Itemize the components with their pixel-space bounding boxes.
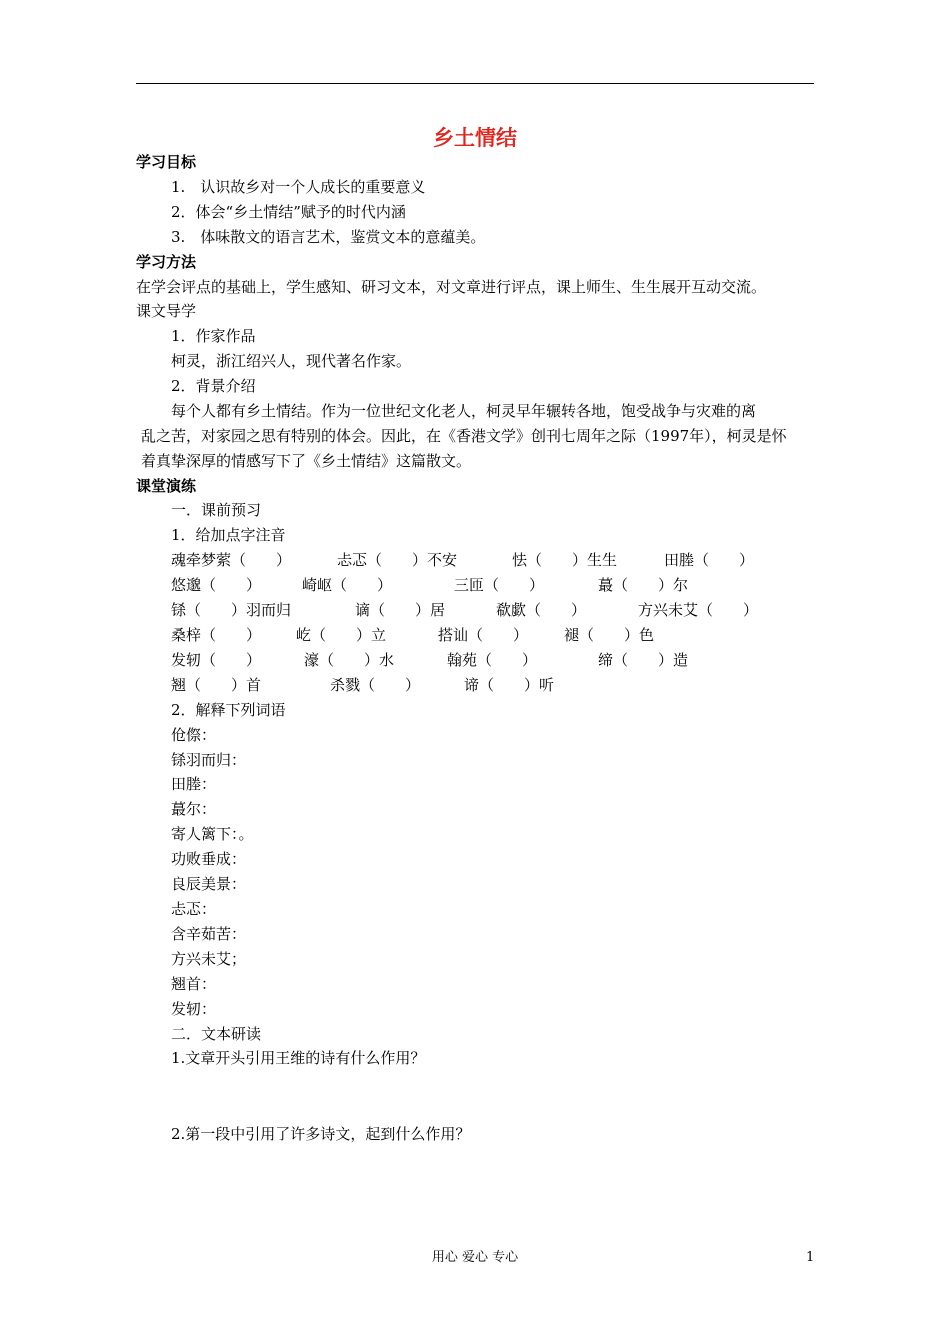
term-item: 功败垂成： <box>171 850 247 868</box>
part-two-label: 二．文本研读 <box>171 1025 262 1043</box>
pinyin-item: 怯（ ）生生 <box>512 551 618 569</box>
goal-item-2: 2．体会“乡土情结”赋予的时代内涵 <box>171 203 406 221</box>
term-item: 发轫： <box>171 1000 217 1018</box>
term-item: 忐忑： <box>171 900 217 918</box>
footer-motto: 用心 爱心 专心 <box>431 1250 519 1265</box>
pinyin-item: 杀戮（ ） <box>330 676 421 694</box>
reading-question-2: 2.第一段中引用了许多诗文，起到什么作用？ <box>171 1125 471 1143</box>
term-item: 含辛茹苦： <box>171 925 247 943</box>
pinyin-item: 屹（ ）立 <box>296 626 387 644</box>
pinyin-item: 崎岖（ ） <box>302 576 393 594</box>
question-explain: 2．解释下列词语 <box>171 701 286 719</box>
term-item: 寄人篱下：。 <box>171 825 254 843</box>
background-label: 2．背景介绍 <box>171 377 256 395</box>
pinyin-item: 濠（ ）水 <box>304 651 395 669</box>
author-label: 1．作家作品 <box>171 327 256 345</box>
pinyin-item: 缔（ ）造 <box>598 651 689 669</box>
background-line-3: 着真挚深厚的情感写下了《乡土情结》这篇散文。 <box>141 452 472 470</box>
heading-methods: 学习方法 <box>136 253 197 271</box>
term-item: 铩羽而归： <box>171 751 247 769</box>
pinyin-item: 翰苑（ ） <box>447 651 538 669</box>
methods-text: 在学会评点的基础上，学生感知、研习文本，对文章进行评点，课上师生、生生展开互动交流。 <box>136 278 767 296</box>
heading-guide: 课文导学 <box>136 302 197 320</box>
pinyin-item: 魂牵梦萦（ ） <box>171 551 292 569</box>
pinyin-item: 蕞（ ）尔 <box>598 576 689 594</box>
pinyin-item: 桑梓（ ） <box>171 626 262 644</box>
pinyin-item: 谪（ ）居 <box>355 601 446 619</box>
pinyin-item: 方兴未艾（ ） <box>638 601 759 619</box>
part-one-label: 一．课前预习 <box>171 501 262 519</box>
heading-practice: 课堂演练 <box>136 477 197 495</box>
term-item: 伧傺： <box>171 726 217 744</box>
pinyin-item: 忐忑（ ）不安 <box>337 551 458 569</box>
pinyin-item: 欷歔（ ） <box>496 601 587 619</box>
pinyin-item: 悠邈（ ） <box>171 576 262 594</box>
pinyin-item: 翘（ ）首 <box>171 676 262 694</box>
goal-item-3: 3. 体味散文的语言艺术，鉴赏文本的意蕴美。 <box>171 228 486 246</box>
term-item: 蕞尔： <box>171 800 217 818</box>
page-number: 1 <box>806 1250 815 1265</box>
header-rule <box>136 83 814 84</box>
pinyin-item: 铩（ ）羽而归 <box>171 601 292 619</box>
reading-question-1: 1.文章开头引用王维的诗有什么作用？ <box>171 1049 426 1067</box>
term-item: 良辰美景： <box>171 875 247 893</box>
background-line-2: 乱之苦，对家园之思有特别的体会。因此，在《香港文学》创刊七周年之际（1997年），柯灵是怀 <box>141 427 787 445</box>
pinyin-item: 田塍（ ） <box>664 551 755 569</box>
pinyin-item: 谛（ ）听 <box>464 676 555 694</box>
author-text: 柯灵，浙江绍兴人，现代著名作家。 <box>171 352 412 370</box>
pinyin-item: 三匝（ ） <box>454 576 545 594</box>
pinyin-item: 发轫（ ） <box>171 651 262 669</box>
pinyin-item: 褪（ ）色 <box>564 626 655 644</box>
term-item: 方兴未艾； <box>171 950 247 968</box>
term-item: 田塍： <box>171 775 217 793</box>
term-item: 翘首： <box>171 975 217 993</box>
page-title: 乡土情结 <box>433 126 517 150</box>
goal-item-1: 1. 认识故乡对一个人成长的重要意义 <box>171 178 426 196</box>
background-line-1: 每个人都有乡土情结。作为一位世纪文化老人，柯灵早年辗转各地，饱受战争与灾难的离 <box>171 402 757 420</box>
heading-goals: 学习目标 <box>136 153 197 171</box>
question-pinyin: 1．给加点字注音 <box>171 526 286 544</box>
pinyin-item: 搭讪（ ） <box>438 626 529 644</box>
